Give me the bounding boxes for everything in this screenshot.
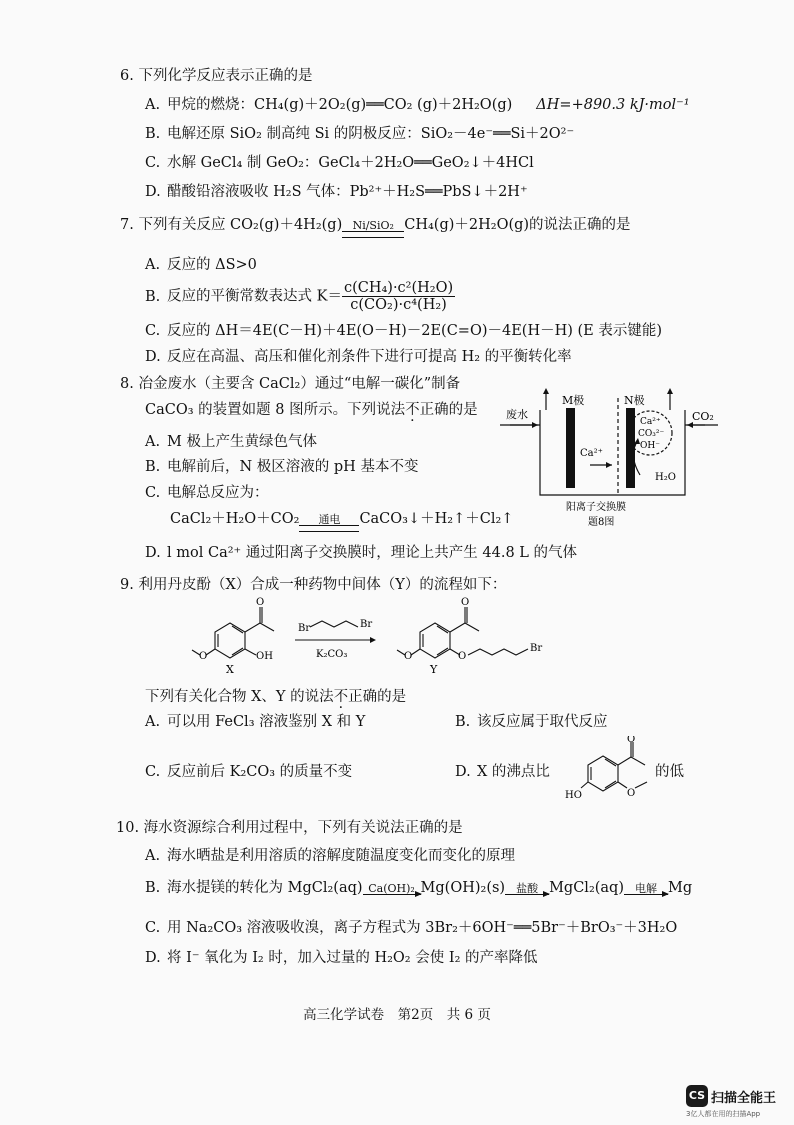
q6-option-b: B. 电解还原 SiO₂ 制高纯 Si 的阴极反应：SiO₂－4e⁻══Si＋2O²⁻ [145, 126, 575, 142]
q8-total-equation: CaCl₂＋H₂O＋CO₂ 通电 CaCO₃↓＋H₂↑＋Cl₂↑ [170, 507, 513, 532]
q9-option-a: A. 可以用 FeCl₃ 溶液鉴别 X 和 Y [145, 714, 366, 730]
svg-text:O: O [404, 651, 413, 662]
label-circle-oh: OH⁻ [640, 441, 660, 451]
scanner-watermark: CS 扫描全能王 3亿人都在用的扫描App [686, 1085, 776, 1119]
svg-text:O: O [256, 597, 265, 608]
question-10-stem: 10. 海水资源综合利用过程中，下列有关说法正确的是 [116, 820, 463, 836]
question-8-stem-line2: CaCO₃ 的装置如题 8 图所示。下列说法不正确的是 [145, 402, 478, 418]
n-electrode [626, 408, 635, 488]
svg-text:O: O [627, 736, 636, 745]
q9-option-d-isomer-structure [565, 736, 655, 804]
compound-y-label: Y [430, 663, 438, 675]
q9-option-d-tail: 的低 [655, 764, 684, 780]
reagent-k2co3: K₂CO₃ [316, 649, 348, 660]
label-circle-co3: CO₃²⁻ [638, 429, 665, 439]
label-m-pole: M极 [562, 394, 585, 407]
q9-option-c: C. 反应前后 K₂CO₃ 的质量不变 [145, 764, 353, 780]
question-9-substem: 下列有关化合物 X、Y 的说法不正确的是 [145, 689, 407, 705]
q8-option-c: C. 电解总反应为： [145, 485, 269, 501]
q10-option-c: C. 用 Na₂CO₃ 溶液吸收溴，离子方程式为 3Br₂＋6OH⁻══5Br⁻＋BrO₃⁻＋3H₂O [145, 920, 678, 936]
reaction-condition: Ni/SiO₂ [342, 220, 404, 238]
q7-option-c: C. 反应的 ΔH＝4E(C－H)＋4E(O－H)－2E(C=O)－4E(H－H) (E 表示键能) [145, 323, 663, 339]
reagent-br-start: Br [298, 623, 311, 634]
ho-label: HO [565, 790, 582, 801]
svg-text:O: O [458, 651, 467, 662]
q6-option-d: D. 醋酸铅溶液吸收 H₂S 气体：Pb²⁺＋H₂S══PbS↓＋2H⁺ [145, 184, 528, 200]
q8-option-a: A. M 极上产生黄绿色气体 [145, 434, 317, 450]
y-benzene-ring [420, 623, 450, 658]
svg-text:O: O [461, 597, 470, 608]
q7-option-b: B. 反应的平衡常数表达式 K＝ $\frac{\text{c(CH₄)·c²(H₂O)}}{\text{c(CO₂)·c⁴(H₂)}}$ [145, 280, 454, 313]
page-footer: 高三化学试卷 第2页 共 6 页 [303, 1007, 491, 1023]
label-n-pole: N极 [624, 394, 645, 407]
q7-option-d: D. 反应在高温、高压和催化剂条件下进行可提高 H₂ 的平衡转化率 [145, 349, 572, 365]
q6-option-c: C. 水解 GeCl₄ 制 GeO₂：GeCl₄＋2H₂O══GeO₂↓＋4HCl [145, 155, 534, 171]
question-number: 6. [120, 68, 134, 84]
label-membrane: 阳离子交换膜 [566, 502, 626, 513]
q8-option-d: D. l mol Ca²⁺ 通过阳离子交换膜时，理论上共产生 44.8 L 的气体 [145, 545, 578, 561]
reagent-br-end: Br [360, 619, 373, 630]
camscanner-logo-icon: CS [686, 1085, 708, 1107]
question-6-stem [120, 64, 312, 85]
question-9-stem: 9. 利用丹皮酚（X）合成一种药物中间体（Y）的流程如下： [120, 577, 507, 593]
question-7-stem: 7. 下列有关反应 CO₂(g)＋4H₂(g) Ni/SiO₂ CH₄(g)＋2H₂O(g)的说法正确的是 [120, 213, 631, 238]
q10-option-b: B. 海水提镁的转化为 MgCl₂(aq) Ca(OH)₂ Mg(OH)₂(s) 盐酸 MgCl₂(aq) 电解 Mg [145, 880, 693, 896]
m-electrode [566, 408, 575, 488]
figure-caption: 题8图 [588, 517, 615, 528]
q6-option-a: A. 甲烷的燃烧：CH₄(g)＋2O₂(g)══CO₂ (g)＋2H₂O(g) ΔH=+890.3 kJ·mol⁻¹ [145, 97, 690, 113]
question-text: 下列化学反应表示正确的是 [138, 68, 313, 84]
equilibrium-fraction: $\frac{\text{c(CH₄)·c²(H₂O)}}{\text{c(CO₂)·c⁴(H₂)}}$ [343, 280, 454, 313]
q10-option-a: A. 海水晒盐是利用溶质的溶解度随温度变化而变化的原理 [145, 848, 515, 864]
q9-option-b: B. 该反应属于取代反应 [455, 714, 608, 730]
y-br-label: Br [530, 643, 543, 654]
compound-x-label: X [226, 663, 234, 675]
label-co2: CO₂ [692, 410, 714, 423]
q7-option-a: A. 反应的 ΔS>0 [145, 257, 257, 273]
svg-text:O: O [199, 651, 208, 662]
label-waste-water: 废水 [506, 408, 528, 421]
q10-option-d: D. 将 I⁻ 氧化为 I₂ 时，加入过量的 H₂O₂ 会使 I₂ 的产率降低 [145, 950, 538, 966]
label-circle-ca: Ca²⁺ [640, 417, 661, 427]
x-benzene-ring [215, 623, 245, 658]
label-h2o: H₂O [655, 472, 676, 483]
label-ca-ion: Ca²⁺ [580, 448, 603, 459]
svg-text:O: O [627, 788, 636, 799]
q9-option-d: D. X 的沸点比 [455, 764, 550, 780]
question-8-stem: 8. 冶金废水（主要含 CaCl₂）通过“电解一碳化”制备 [120, 376, 461, 392]
q8-option-b: B. 电解前后，N 极区溶液的 pH 基本不变 [145, 459, 419, 475]
q9-reaction-scheme [190, 595, 570, 675]
x-oh-label: OH [256, 651, 273, 662]
figure-8-electrolysis-cell [500, 380, 720, 530]
